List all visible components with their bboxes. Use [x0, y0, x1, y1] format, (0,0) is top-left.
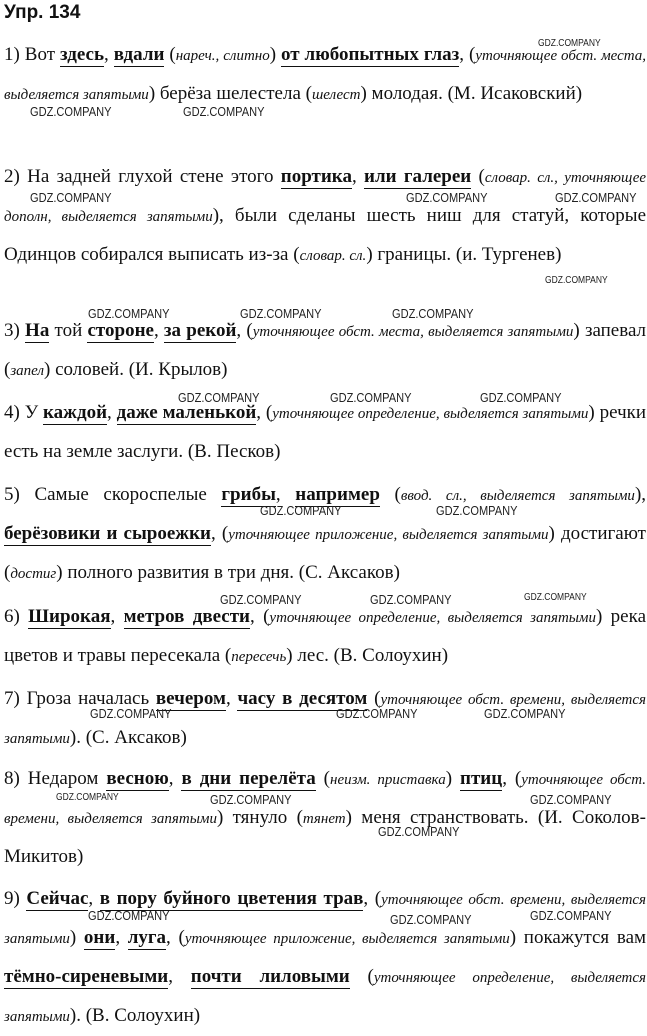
watermark: GDZ.COMPANY — [545, 275, 608, 286]
grammar-note: словар. сл., уточняющее дополн, выделяется запятыми — [4, 170, 647, 225]
underlined-word: Сейчас — [26, 888, 89, 909]
grammar-note: уточняющее обст. места, выделяется запятыми — [4, 48, 647, 103]
sentence-6 — [4, 598, 646, 676]
sentence-text: 5) Самые скороспелые — [4, 484, 222, 505]
watermark: GDZ.COMPANY — [220, 592, 302, 607]
grammar-note: тянет — [302, 811, 346, 827]
sentence-text: 3) — [4, 320, 26, 341]
sentence-text: ) запевал ( — [4, 320, 647, 380]
sentence-text: той — [49, 320, 88, 341]
watermark: GDZ.COMPANY — [260, 503, 342, 518]
watermark: GDZ.COMPANY — [330, 390, 412, 405]
watermark: GDZ.COMPANY — [56, 792, 119, 803]
grammar-note: уточняющее определение, выделяется запятыми — [269, 610, 597, 626]
sentence-text: , ( — [502, 768, 522, 789]
sentence-text: , — [275, 484, 296, 505]
sentence-text: , — [351, 166, 365, 187]
sentence-3 — [4, 312, 646, 390]
sentence-text: , — [115, 927, 128, 948]
underlined-word: или галереи — [364, 166, 472, 187]
grammar-note: уточняющее обст. места, выделяется запятыми — [252, 324, 574, 340]
sentence-text: ) — [445, 768, 460, 789]
sentence-text: ) достигают ( — [4, 523, 646, 583]
sentence-text: ) — [69, 927, 84, 948]
watermark: GDZ.COMPANY — [336, 706, 418, 721]
watermark: GDZ.COMPANY — [555, 190, 637, 205]
watermark: GDZ.COMPANY — [406, 190, 488, 205]
sentence-text: 8) Недаром — [4, 768, 107, 789]
highlighted-word: грибы — [221, 484, 276, 505]
sentence-text: ). (В. Солоухин) — [69, 1005, 201, 1026]
sentence-text: ( — [367, 688, 381, 709]
watermark: GDZ.COMPANY — [530, 908, 612, 923]
sentence-8 — [4, 760, 646, 876]
underlined-word: за рекой — [163, 320, 237, 341]
grammar-note: достиг — [10, 566, 57, 582]
sentence-text: ). (С. Аксаков) — [69, 727, 187, 748]
watermark: GDZ.COMPANY — [178, 390, 260, 405]
grammar-note: уточняющее обст. времени, выделяется запятыми — [4, 892, 647, 947]
watermark: GDZ.COMPANY — [240, 306, 322, 321]
watermark: GDZ.COMPANY — [480, 390, 562, 405]
sentence-text: ( — [164, 44, 176, 65]
grammar-note: пересечь — [231, 649, 287, 665]
underlined-word: здесь — [59, 44, 105, 65]
sentence-text: 1) Вот — [4, 44, 60, 65]
grammar-note: шелест — [311, 87, 361, 103]
sentence-text: ) молодая. (М. Исаковский) — [360, 83, 583, 104]
underlined-word: от любопытных глаз — [281, 44, 460, 65]
sentence-text: , — [88, 888, 100, 909]
underlined-word: часу в десятом — [237, 688, 368, 709]
sentence-text: ( — [379, 484, 401, 505]
watermark: GDZ.COMPANY — [538, 38, 601, 49]
sentence-text: ) покажутся вам — [509, 927, 647, 948]
sentence-text: , — [107, 402, 117, 423]
sentence-text: ( — [471, 166, 485, 187]
exercise-title: Упр. 134 — [4, 2, 81, 23]
sentence-text: , — [168, 966, 191, 987]
underlined-word: метров двести — [123, 606, 250, 627]
highlighted-word: луга — [127, 927, 167, 948]
highlighted-word: они — [83, 927, 116, 948]
watermark: GDZ.COMPANY — [378, 824, 460, 839]
watermark: GDZ.COMPANY — [30, 190, 112, 205]
underlined-word: вдали — [113, 44, 165, 65]
sentence-text: ) — [269, 44, 282, 65]
highlighted-word: На — [25, 320, 50, 341]
sentence-text: , — [110, 606, 124, 627]
underlined-word: Широкая — [28, 606, 111, 627]
grammar-note: запел — [10, 363, 45, 379]
grammar-note: ввод. сл., выделяется запятыми — [400, 488, 635, 504]
sentence-text: ), — [634, 484, 647, 505]
sentence-text: 2) На задней глухой стене этого — [4, 166, 281, 187]
watermark: GDZ.COMPANY — [484, 706, 566, 721]
grammar-note: уточняющее приложение, выделяется запятыми — [228, 527, 549, 543]
grammar-note: уточняющее приложение, выделяется запятыми — [184, 931, 510, 947]
underlined-word: весною — [106, 768, 169, 789]
underlined-word: вечером — [155, 688, 226, 709]
watermark: GDZ.COMPANY — [370, 592, 452, 607]
watermark: GDZ.COMPANY — [524, 592, 587, 603]
sentence-text: ) речки есть на земле заслуги. (В. Песков) — [4, 402, 647, 462]
watermark: GDZ.COMPANY — [390, 912, 472, 927]
underlined-word: почти лиловыми — [190, 966, 350, 987]
watermark: GDZ.COMPANY — [88, 908, 170, 923]
watermark: GDZ.COMPANY — [436, 503, 518, 518]
sentence-text: , ( — [166, 927, 185, 948]
sentence-text: 9) — [4, 888, 27, 909]
underlined-word: в пору буйного цветения трав — [99, 888, 364, 909]
watermark: GDZ.COMPANY — [530, 792, 612, 807]
sentence-text: ) берёза шелестела ( — [148, 83, 312, 104]
sentence-text: ( — [349, 966, 374, 987]
sentence-text: , — [168, 768, 182, 789]
sentence-text: ) лес. (В. Солоухин) — [286, 645, 449, 666]
sentence-text: , — [153, 320, 164, 341]
sentence-text: , ( — [236, 320, 253, 341]
grammar-note: уточняющее обст. времени, выделяется запятыми — [4, 692, 647, 747]
sentence-text: 4) У — [4, 402, 44, 423]
sentence-5 — [4, 476, 646, 593]
sentence-text: , ( — [459, 44, 476, 65]
sentence-text: ) тянуло ( — [216, 807, 303, 828]
sentence-text: ) соловей. (И. Крылов) — [44, 359, 228, 380]
underlined-word: птиц — [460, 768, 503, 789]
sentence-text: , ( — [210, 523, 229, 544]
watermark: GDZ.COMPANY — [90, 706, 172, 721]
sentence-text: , — [225, 688, 238, 709]
sentence-9 — [4, 880, 646, 1036]
grammar-note: нареч., слитно — [175, 48, 270, 64]
sentence-text: 7) Гроза началась — [4, 688, 156, 709]
sentence-text: ) река цветов и травы пересекала ( — [4, 606, 646, 666]
underlined-word: портика — [280, 166, 352, 187]
grammar-note: уточняющее определение, выделяется запятыми — [272, 406, 589, 422]
sentence-text: ), были сделаны шесть ниш для статуй, которые Одинцов собирался выписать из-за ( — [4, 205, 647, 265]
grammar-note: словар. сл. — [299, 248, 367, 264]
sentence-text: , ( — [249, 606, 270, 627]
sentence-text: , ( — [256, 402, 273, 423]
watermark: GDZ.COMPANY — [88, 306, 170, 321]
sentence-text: 6) — [4, 606, 29, 627]
sentence-text: ) границы. (и. Тургенев) — [366, 244, 562, 265]
watermark: GDZ.COMPANY — [30, 104, 112, 119]
watermark: GDZ.COMPANY — [392, 306, 474, 321]
sentence-text: ) полного развития в три дня. (С. Аксаков) — [56, 562, 400, 583]
sentence-2 — [4, 158, 646, 275]
highlighted-word: например — [295, 484, 380, 505]
sentence-text: , ( — [363, 888, 382, 909]
sentence-text: ) меня странствовать. (И. Соколов-Микитов) — [4, 807, 646, 867]
underlined-word: каждой — [43, 402, 108, 423]
underlined-word: в дни перелёта — [181, 768, 316, 789]
watermark: GDZ.COMPANY — [210, 792, 292, 807]
grammar-note: уточняющее обст. времени, выделяется запятыми — [4, 772, 647, 827]
grammar-note: неизм. приставка — [330, 772, 446, 788]
underlined-word: даже маленькой — [116, 402, 257, 423]
sentence-4 — [4, 394, 646, 471]
sentence-text: ( — [315, 768, 330, 789]
sentence-text: , — [104, 44, 114, 65]
highlighted-word: берёзовики и сыроежки — [4, 523, 211, 544]
grammar-note: уточняющее определение, выделяется запятыми — [4, 970, 647, 1025]
watermark: GDZ.COMPANY — [183, 104, 265, 119]
underlined-word: стороне — [87, 320, 154, 341]
underlined-word: тёмно-сиреневыми — [4, 966, 169, 987]
